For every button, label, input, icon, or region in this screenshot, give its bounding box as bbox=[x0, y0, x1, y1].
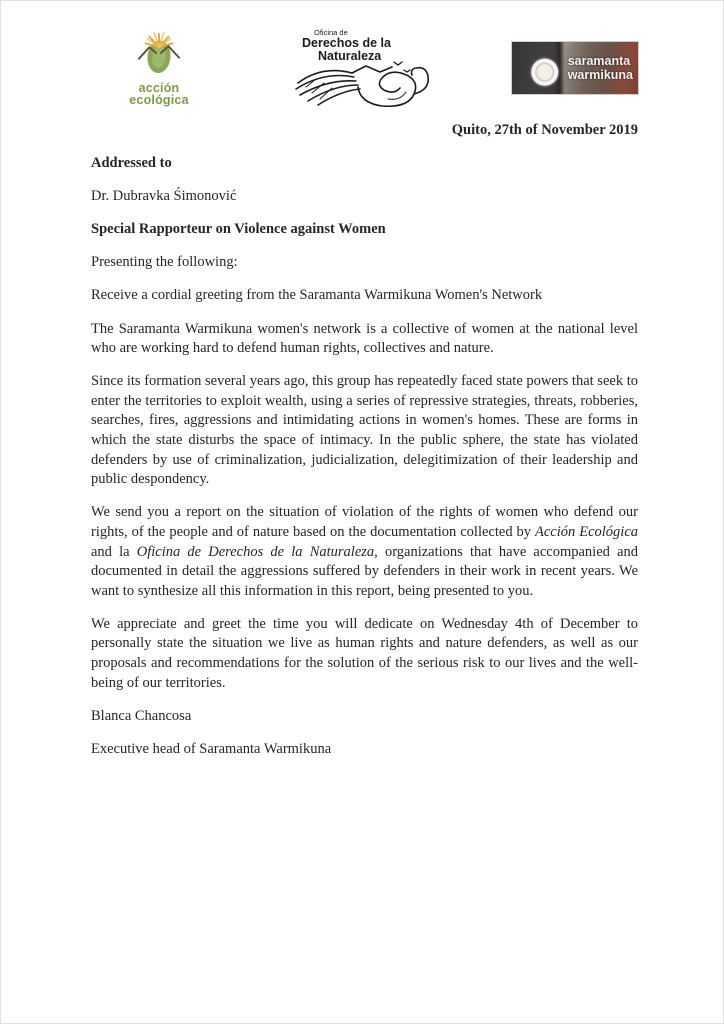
saramanta-wordmark-line1: saramanta bbox=[567, 54, 631, 68]
saramanta-wordmark bbox=[568, 55, 633, 82]
addressed-to-label: Addressed to bbox=[91, 155, 172, 172]
letter-body bbox=[91, 121, 638, 773]
leaf-sunburst-mountains-icon bbox=[136, 27, 182, 77]
saramanta-warmikuna-photo-banner bbox=[511, 41, 639, 95]
date-line: Quito, 27th of November 2019 bbox=[451, 122, 638, 138]
recipient-title: Special Rapporteur on Violence against Women bbox=[91, 221, 386, 238]
paragraph-report: We send you a report on the situation of violation of the rights of women who defend our rights, of the people and of nature based on the documentation collected by Acción Ecológica and la Oficina de Derechos de la Naturaleza, organizations that have accompanied and documented in detail the aggressions suffered by defenders in their work in recent years. We want to synthesize all this information in this report, being presented to you. bbox=[91, 504, 638, 599]
accion-ecologica-logo bbox=[123, 27, 195, 106]
paragraph-formation: Since its formation several years ago, this group has repeatedly faced state powers that seek to enter the territories to exploit wealth, using a series of repressive strategies, threats, robberies, searches, fires, aggressions and intimidating actions in women's homes. These are forms in which the state disturbs the space of intimacy. In the public sphere, the state has violated defenders by use of criminalization, judicialization, delegitimization of their leadership and public despondency. bbox=[91, 373, 638, 488]
paragraph-collective: The Saramanta Warmikuna women's network is a collective of women at the national level who are working hard to defend human rights, collectives and nature. bbox=[91, 320, 638, 357]
accion-ecologica-wordmark-line1: acción bbox=[138, 81, 180, 95]
signature-title: Executive head of Saramanta Warmikuna bbox=[91, 740, 332, 757]
presenting-line: Presenting the following: bbox=[91, 254, 238, 271]
greeting-line: Receive a cordial greeting from the Saramanta Warmikuna Women's Network bbox=[91, 287, 543, 304]
odn-wordmark-line2: Derechos de la bbox=[302, 36, 391, 50]
recipient-name: Dr. Dubravka Śimonović bbox=[91, 188, 237, 205]
accion-ecologica-wordmark-line2: ecológica bbox=[129, 93, 189, 107]
odn-wordmark-line1: Oficina de bbox=[314, 28, 348, 37]
wing-wave-ink-drawing-icon bbox=[294, 59, 440, 115]
signature-name: Blanca Chancosa bbox=[91, 707, 192, 724]
saramanta-wordmark-line2: warmikuna bbox=[567, 67, 633, 82]
derechos-naturaleza-logo bbox=[294, 29, 440, 115]
odn-wordmark-line3: Naturaleza bbox=[318, 49, 382, 63]
paragraph-meeting: We appreciate and greet the time you will dedicate on Wednesday 4th of December to personally state the situation we live as human rights and nature defenders, as well as our proposals and recommendations for the solution of the serious risk to our lives and the well-being of our territories. bbox=[91, 615, 638, 691]
